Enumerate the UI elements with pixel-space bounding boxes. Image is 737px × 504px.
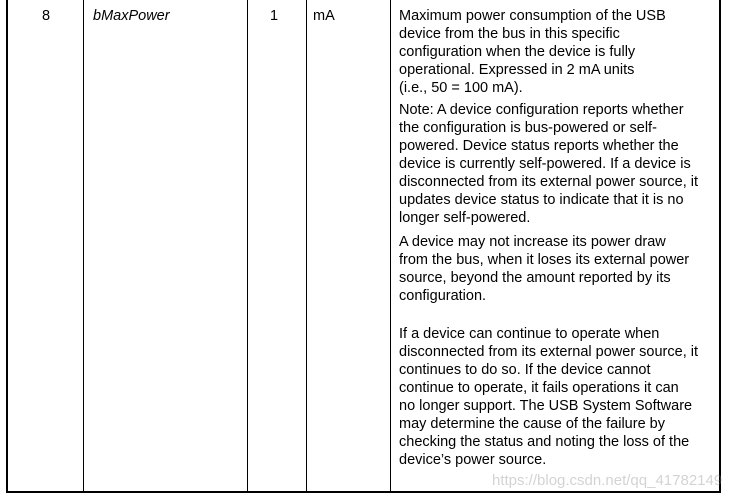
description-line: configuration.: [399, 288, 487, 304]
description-line: powered. Device status reports whether the: [399, 138, 679, 154]
column-divider-4: [390, 0, 391, 491]
description-line: Maximum power consumption of the USB: [399, 8, 666, 24]
description-line: continues to do so. If the device cannot: [399, 362, 651, 378]
description-cell: [399, 7, 713, 469]
description-line: device’s power source.: [399, 452, 547, 468]
description-line: continue to operate, it fails operations it can: [399, 380, 679, 396]
column-divider-3: [306, 0, 307, 491]
description-line: device from the bus in this specific: [399, 26, 620, 42]
description-line: source, beyond the amount reported by its: [399, 270, 671, 286]
description-line: updates device status to indicate that it is no: [399, 192, 684, 208]
field-name-cell: bMaxPower: [93, 8, 170, 24]
description-line: from the bus, when it loses its external power: [399, 252, 690, 268]
size-cell: 1: [270, 8, 279, 24]
value-cell: mA: [313, 8, 335, 24]
description-line: Note: A device configuration reports whether: [399, 102, 684, 118]
description-line: configuration when the device is fully: [399, 44, 636, 60]
description-line: longer self-powered.: [399, 210, 531, 226]
description-paragraph-4: [399, 325, 713, 469]
description-paragraph-1: [399, 7, 713, 97]
column-divider-2: [247, 0, 248, 491]
description-line: may determine the cause of the failure by: [399, 416, 665, 432]
description-line: disconnected from its external power source, it: [399, 174, 698, 190]
watermark: https://blog.csdn.net/qq_41782149: [492, 472, 723, 489]
description-line: A device may not increase its power draw: [399, 234, 666, 250]
description-line: the configuration is bus-powered or self-: [399, 120, 657, 136]
description-line: checking the status and noting the loss of the: [399, 434, 690, 450]
description-line: disconnected from its external power source, it: [399, 344, 698, 360]
description-paragraph-3: [399, 233, 713, 305]
description-line: no longer support. The USB System Software: [399, 398, 693, 414]
offset-cell: 8: [42, 8, 51, 24]
description-paragraph-2: [399, 101, 713, 227]
description-line: device is currently self-powered. If a device is: [399, 156, 691, 172]
description-line: operational. Expressed in 2 mA units: [399, 62, 635, 78]
column-divider-1: [83, 0, 84, 491]
description-line: If a device can continue to operate when: [399, 326, 660, 342]
description-line: (i.e., 50 = 100 mA).: [399, 80, 523, 96]
